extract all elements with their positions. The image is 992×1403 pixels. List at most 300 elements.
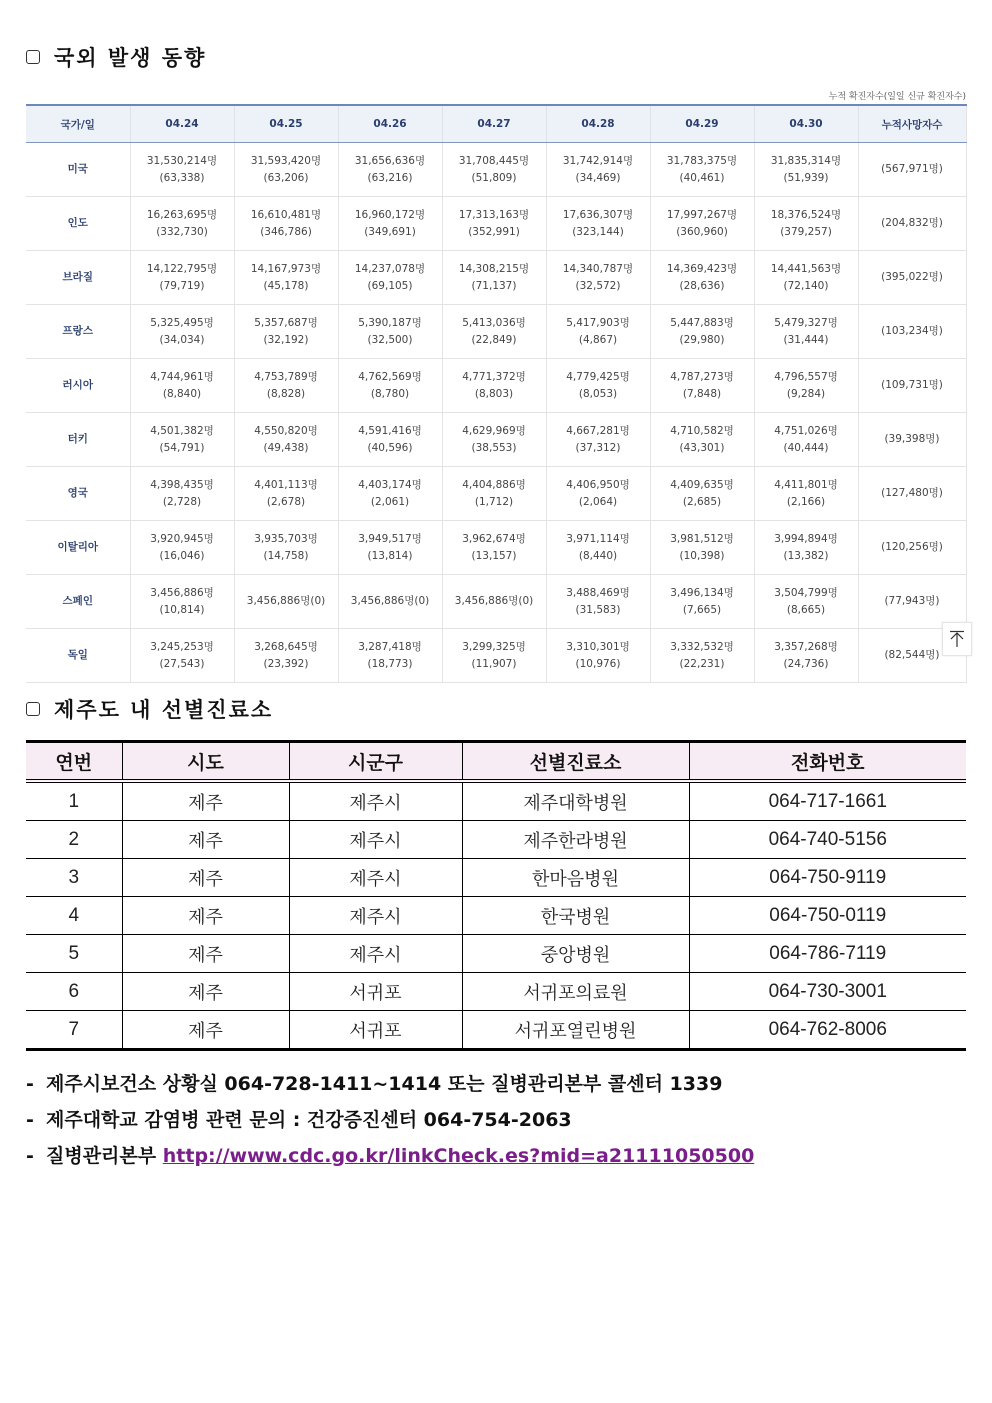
cumulative-cases: 3,504,799명: [774, 586, 838, 599]
daily-new-cases: (40,461): [679, 171, 725, 184]
daily-new-cases: (27,543): [159, 657, 205, 670]
daily-new-cases: (1,712): [474, 495, 514, 508]
table-row: [26, 521, 966, 575]
table-header-row: [26, 742, 966, 782]
screening-clinics-table: [26, 740, 966, 1051]
cumulative-cases: 31,742,914명: [562, 154, 634, 167]
daily-new-cases: (332,730): [156, 225, 208, 238]
case-count-cell: [338, 575, 442, 629]
cumulative-deaths: (82,544명): [858, 629, 966, 683]
daily-new-cases: (13,382): [783, 549, 829, 562]
cumulative-deaths: (109,731명): [858, 359, 966, 413]
contact-notes: [26, 1068, 754, 1176]
cumulative-cases: 14,237,078명: [354, 262, 426, 275]
cumulative-cases: 3,971,114명: [566, 532, 630, 545]
daily-new-cases: (40,596): [367, 441, 413, 454]
cumulative-cases: 3,994,894명: [774, 532, 838, 545]
cumulative-deaths: (204,832명): [858, 197, 966, 251]
phone-number: 064-750-9119: [689, 859, 966, 897]
row-number: 2: [26, 821, 122, 859]
cumulative-cases: 17,313,163명: [458, 208, 530, 221]
cumulative-cases: 3,332,532명: [670, 640, 734, 653]
cumulative-cases: 4,550,820명: [254, 424, 318, 437]
daily-new-cases: (11,907): [471, 657, 517, 670]
cumulative-cases: 3,310,301명: [566, 640, 630, 653]
daily-new-cases: (2,166): [786, 495, 826, 508]
daily-new-cases: (43,301): [679, 441, 725, 454]
daily-new-cases: (28,636): [679, 279, 725, 292]
daily-new-cases: (51,809): [471, 171, 517, 184]
country-name: 스페인: [26, 575, 130, 629]
clinic-name: 한국병원: [462, 897, 689, 935]
province: 제주: [122, 821, 289, 859]
daily-new-cases: (22,849): [471, 333, 517, 346]
daily-new-cases: (8,665): [786, 603, 826, 616]
table-row: [26, 1011, 966, 1050]
daily-new-cases: (7,665): [682, 603, 722, 616]
cumulative-cases: 3,456,886명(0): [246, 595, 326, 607]
column-header: 04.28: [546, 105, 650, 143]
column-header: 04.24: [130, 105, 234, 143]
section-title-text: 국외 발생 동향: [54, 46, 207, 70]
cumulative-cases: 3,299,325명: [462, 640, 526, 653]
cumulative-cases: 5,357,687명: [254, 316, 318, 329]
cumulative-cases: 5,325,495명: [150, 316, 214, 329]
country-name: 인도: [26, 197, 130, 251]
case-count-cell: [546, 521, 650, 575]
daily-new-cases: (40,444): [783, 441, 829, 454]
daily-new-cases: (31,444): [783, 333, 829, 346]
cumulative-cases: 16,263,695명: [146, 208, 218, 221]
daily-new-cases: (79,719): [159, 279, 205, 292]
case-count-cell: [338, 143, 442, 197]
cumulative-cases: 14,441,563명: [770, 262, 842, 275]
cumulative-cases: 3,920,945명: [150, 532, 214, 545]
cumulative-deaths: (127,480명): [858, 467, 966, 521]
daily-new-cases: (16,046): [159, 549, 205, 562]
daily-new-cases: (45,178): [263, 279, 309, 292]
table-row: [26, 197, 966, 251]
daily-new-cases: (13,814): [367, 549, 413, 562]
province: 제주: [122, 781, 289, 821]
cumulative-cases: 4,667,281명: [566, 424, 630, 437]
overseas-cases-table: [26, 104, 967, 683]
cumulative-cases: 17,636,307명: [562, 208, 634, 221]
square-bullet-icon: [26, 702, 40, 716]
cumulative-cases: 3,245,253명: [150, 640, 214, 653]
case-count-cell: [234, 305, 338, 359]
cumulative-cases: 3,949,517명: [358, 532, 422, 545]
case-count-cell: [130, 305, 234, 359]
province: 제주: [122, 1011, 289, 1050]
row-number: 3: [26, 859, 122, 897]
clinic-name: 제주대학병원: [462, 781, 689, 821]
cumulative-cases: 4,762,569명: [358, 370, 422, 383]
case-count-cell: [234, 575, 338, 629]
district: 제주시: [289, 897, 462, 935]
cumulative-deaths: (103,234명): [858, 305, 966, 359]
case-count-cell: [338, 359, 442, 413]
clinic-name: 제주한라병원: [462, 821, 689, 859]
cumulative-cases: 3,287,418명: [358, 640, 422, 653]
daily-new-cases: (2,678): [266, 495, 306, 508]
country-name: 영국: [26, 467, 130, 521]
daily-new-cases: (51,939): [783, 171, 829, 184]
daily-new-cases: (72,140): [783, 279, 829, 292]
case-count-cell: [650, 413, 754, 467]
column-header: 04.25: [234, 105, 338, 143]
daily-new-cases: (10,976): [575, 657, 621, 670]
cumulative-cases: 4,404,886명: [462, 478, 526, 491]
cumulative-cases: 4,779,425명: [566, 370, 630, 383]
daily-new-cases: (10,398): [679, 549, 725, 562]
cumulative-cases: 31,530,214명: [146, 154, 218, 167]
daily-new-cases: (63,338): [159, 171, 205, 184]
cumulative-cases: 4,787,273명: [670, 370, 734, 383]
case-count-cell: [754, 305, 858, 359]
cumulative-cases: 31,835,314명: [770, 154, 842, 167]
column-header: 국가/일: [26, 105, 130, 143]
note-line-1: - 제주시보건소 상황실 064-728-1411~1414 또는 질병관리본부 콜센터 1339: [26, 1073, 723, 1095]
column-header: 04.30: [754, 105, 858, 143]
column-header: 시군구: [289, 742, 462, 782]
daily-new-cases: (32,192): [263, 333, 309, 346]
cumulative-cases: 4,403,174명: [358, 478, 422, 491]
cumulative-cases: 5,447,883명: [670, 316, 734, 329]
column-header: 선별진료소: [462, 742, 689, 782]
case-count-cell: [130, 143, 234, 197]
case-count-cell: [338, 629, 442, 683]
clinic-name: 서귀포의료원: [462, 973, 689, 1011]
cumulative-cases: 4,629,969명: [462, 424, 526, 437]
case-count-cell: [546, 197, 650, 251]
case-count-cell: [650, 359, 754, 413]
case-count-cell: [650, 467, 754, 521]
daily-new-cases: (2,728): [162, 495, 202, 508]
daily-new-cases: (2,064): [578, 495, 618, 508]
daily-new-cases: (34,469): [575, 171, 621, 184]
case-count-cell: [650, 143, 754, 197]
row-number: 7: [26, 1011, 122, 1050]
case-count-cell: [546, 629, 650, 683]
case-count-cell: [442, 359, 546, 413]
cumulative-cases: 3,456,886명(0): [454, 595, 534, 607]
case-count-cell: [546, 143, 650, 197]
province: 제주: [122, 897, 289, 935]
country-name: 이탈리아: [26, 521, 130, 575]
case-count-cell: [650, 575, 754, 629]
case-count-cell: [130, 197, 234, 251]
case-count-cell: [650, 197, 754, 251]
clinic-name: 서귀포열린병원: [462, 1011, 689, 1050]
case-count-cell: [130, 359, 234, 413]
row-number: 5: [26, 935, 122, 973]
country-name: 프랑스: [26, 305, 130, 359]
case-count-cell: [130, 251, 234, 305]
daily-new-cases: (18,773): [367, 657, 413, 670]
daily-new-cases: (24,736): [783, 657, 829, 670]
clinic-name: 한마음병원: [462, 859, 689, 897]
cumulative-cases: 14,167,973명: [250, 262, 322, 275]
table-row: [26, 821, 966, 859]
case-count-cell: [234, 467, 338, 521]
daily-new-cases: (38,553): [471, 441, 517, 454]
cumulative-cases: 4,744,961명: [150, 370, 214, 383]
cumulative-cases: 17,997,267명: [666, 208, 738, 221]
cumulative-cases: 4,710,582명: [670, 424, 734, 437]
case-count-cell: [754, 575, 858, 629]
section-title-screening-clinics: [26, 694, 273, 724]
table-row: [26, 251, 966, 305]
case-count-cell: [754, 521, 858, 575]
daily-new-cases: (29,980): [679, 333, 725, 346]
case-count-cell: [546, 305, 650, 359]
cumulative-cases: 4,406,950명: [566, 478, 630, 491]
arrow-up-icon: [949, 630, 965, 648]
district: 제주시: [289, 859, 462, 897]
column-header: 04.29: [650, 105, 754, 143]
case-count-cell: [650, 521, 754, 575]
daily-new-cases: (2,685): [682, 495, 722, 508]
cumulative-cases: 4,409,635명: [670, 478, 734, 491]
daily-new-cases: (14,758): [263, 549, 309, 562]
case-count-cell: [546, 467, 650, 521]
daily-new-cases: (8,840): [162, 387, 202, 400]
country-name: 독일: [26, 629, 130, 683]
column-header: 04.27: [442, 105, 546, 143]
square-bullet-icon: [26, 50, 40, 64]
case-count-cell: [754, 197, 858, 251]
cumulative-cases: 5,390,187명: [358, 316, 422, 329]
column-header: 누적사망자수: [858, 105, 966, 143]
cumulative-cases: 4,591,416명: [358, 424, 422, 437]
province: 제주: [122, 859, 289, 897]
case-count-cell: [338, 251, 442, 305]
section-title-overseas: [26, 42, 206, 72]
cumulative-deaths: (395,022명): [858, 251, 966, 305]
case-count-cell: [546, 413, 650, 467]
section-title-text: 제주도 내 선별진료소: [54, 698, 274, 722]
cumulative-deaths: (77,943명): [858, 575, 966, 629]
daily-new-cases: (34,034): [159, 333, 205, 346]
country-name: 러시아: [26, 359, 130, 413]
daily-new-cases: (32,572): [575, 279, 621, 292]
table-row: [26, 575, 966, 629]
case-count-cell: [442, 251, 546, 305]
province: 제주: [122, 935, 289, 973]
daily-new-cases: (69,105): [367, 279, 413, 292]
cumulative-cases: 14,308,215명: [458, 262, 530, 275]
case-count-cell: [338, 521, 442, 575]
table-row: [26, 629, 966, 683]
note-line-2: - 제주대학교 감염병 관련 문의 : 건강증진센터 064-754-2063: [26, 1109, 572, 1131]
phone-number: 064-762-8006: [689, 1011, 966, 1050]
column-header: 시도: [122, 742, 289, 782]
case-count-cell: [234, 413, 338, 467]
cumulative-cases: 3,357,268명: [774, 640, 838, 653]
daily-new-cases: (23,392): [263, 657, 309, 670]
column-header: 연번: [26, 742, 122, 782]
cumulative-cases: 5,413,036명: [462, 316, 526, 329]
case-count-cell: [546, 251, 650, 305]
case-count-cell: [650, 305, 754, 359]
daily-new-cases: (54,791): [159, 441, 205, 454]
daily-new-cases: (63,206): [263, 171, 309, 184]
case-count-cell: [546, 359, 650, 413]
case-count-cell: [442, 467, 546, 521]
case-count-cell: [130, 629, 234, 683]
case-count-cell: [442, 521, 546, 575]
cumulative-cases: 14,340,787명: [562, 262, 634, 275]
case-count-cell: [130, 467, 234, 521]
case-count-cell: [234, 359, 338, 413]
cumulative-cases: 3,981,512명: [670, 532, 734, 545]
district: 제주시: [289, 821, 462, 859]
daily-new-cases: (2,061): [370, 495, 410, 508]
daily-new-cases: (8,440): [578, 549, 618, 562]
table-row: [26, 897, 966, 935]
daily-new-cases: (22,231): [679, 657, 725, 670]
cumulative-cases: 16,960,172명: [354, 208, 426, 221]
case-count-cell: [754, 629, 858, 683]
daily-new-cases: (8,803): [474, 387, 514, 400]
district: 제주시: [289, 781, 462, 821]
cumulative-cases: 14,369,423명: [666, 262, 738, 275]
cumulative-cases: 3,456,886명: [150, 586, 214, 599]
case-count-cell: [442, 575, 546, 629]
case-count-cell: [442, 197, 546, 251]
table-row: [26, 359, 966, 413]
daily-new-cases: (32,500): [367, 333, 413, 346]
table-row: [26, 935, 966, 973]
case-count-cell: [650, 629, 754, 683]
case-count-cell: [234, 143, 338, 197]
unit-note: 누적 확진자수(일일 신규 확진자수): [828, 92, 966, 102]
row-number: 6: [26, 973, 122, 1011]
table-row: [26, 781, 966, 821]
case-count-cell: [754, 413, 858, 467]
daily-new-cases: (49,438): [263, 441, 309, 454]
daily-new-cases: (379,257): [780, 225, 832, 238]
case-count-cell: [754, 467, 858, 521]
row-number: 1: [26, 781, 122, 821]
table-row: [26, 973, 966, 1011]
case-count-cell: [130, 413, 234, 467]
daily-new-cases: (31,583): [575, 603, 621, 616]
cumulative-cases: 3,962,674명: [462, 532, 526, 545]
cumulative-cases: 3,456,886명(0): [350, 595, 430, 607]
table-row: [26, 413, 966, 467]
daily-new-cases: (360,960): [676, 225, 728, 238]
case-count-cell: [754, 143, 858, 197]
district: 서귀포: [289, 973, 462, 1011]
case-count-cell: [338, 413, 442, 467]
table-row: [26, 467, 966, 521]
daily-new-cases: (10,814): [159, 603, 205, 616]
cumulative-cases: 16,610,481명: [250, 208, 322, 221]
phone-number: 064-786-7119: [689, 935, 966, 973]
scroll-to-top-button[interactable]: [942, 622, 972, 656]
phone-number: 064-717-1661: [689, 781, 966, 821]
daily-new-cases: (37,312): [575, 441, 621, 454]
case-count-cell: [546, 575, 650, 629]
case-count-cell: [650, 251, 754, 305]
district: 제주시: [289, 935, 462, 973]
cumulative-cases: 18,376,524명: [770, 208, 842, 221]
overseas-table-container: [26, 104, 966, 670]
country-name: 브라질: [26, 251, 130, 305]
daily-new-cases: (63,216): [367, 171, 413, 184]
country-name: 미국: [26, 143, 130, 197]
daily-new-cases: (349,691): [364, 225, 416, 238]
phone-number: 064-730-3001: [689, 973, 966, 1011]
cumulative-cases: 31,593,420명: [250, 154, 322, 167]
column-header: 전화번호: [689, 742, 966, 782]
cumulative-cases: 4,411,801명: [774, 478, 838, 491]
column-header: 04.26: [338, 105, 442, 143]
cumulative-cases: 31,783,375명: [666, 154, 738, 167]
case-count-cell: [338, 467, 442, 521]
daily-new-cases: (346,786): [260, 225, 312, 238]
cumulative-cases: 31,708,445명: [458, 154, 530, 167]
case-count-cell: [754, 251, 858, 305]
cumulative-cases: 31,656,636명: [354, 154, 426, 167]
row-number: 4: [26, 897, 122, 935]
cumulative-cases: 4,751,026명: [774, 424, 838, 437]
case-count-cell: [234, 197, 338, 251]
case-count-cell: [234, 521, 338, 575]
cumulative-deaths: (567,971명): [858, 143, 966, 197]
phone-number: 064-750-0119: [689, 897, 966, 935]
cumulative-deaths: (39,398명): [858, 413, 966, 467]
daily-new-cases: (4,867): [578, 333, 618, 346]
case-count-cell: [338, 197, 442, 251]
daily-new-cases: (8,828): [266, 387, 306, 400]
cumulative-cases: 4,753,789명: [254, 370, 318, 383]
daily-new-cases: (8,053): [578, 387, 618, 400]
cumulative-cases: 4,771,372명: [462, 370, 526, 383]
cumulative-cases: 4,501,382명: [150, 424, 214, 437]
daily-new-cases: (7,848): [682, 387, 722, 400]
table-row: [26, 305, 966, 359]
cumulative-cases: 4,401,113명: [254, 478, 318, 491]
daily-new-cases: (71,137): [471, 279, 517, 292]
table-header-row: [26, 105, 966, 143]
cdc-link[interactable]: http://www.cdc.go.kr/linkCheck.es?mid=a21111050500: [162, 1145, 755, 1167]
daily-new-cases: (352,991): [468, 225, 520, 238]
cumulative-cases: 3,935,703명: [254, 532, 318, 545]
case-count-cell: [338, 305, 442, 359]
cumulative-deaths: (120,256명): [858, 521, 966, 575]
table-row: [26, 859, 966, 897]
daily-new-cases: (9,284): [786, 387, 826, 400]
case-count-cell: [442, 629, 546, 683]
case-count-cell: [442, 305, 546, 359]
case-count-cell: [754, 359, 858, 413]
cumulative-cases: 4,398,435명: [150, 478, 214, 491]
daily-new-cases: (323,144): [572, 225, 624, 238]
cumulative-cases: 14,122,795명: [146, 262, 218, 275]
table-row: [26, 143, 966, 197]
cumulative-cases: 5,417,903명: [566, 316, 630, 329]
note-line-3: - 질병관리본부 http://www.cdc.go.kr/linkCheck.es?mid=a21111050500: [26, 1145, 755, 1167]
daily-new-cases: (8,780): [370, 387, 410, 400]
cumulative-cases: 3,488,469명: [566, 586, 630, 599]
province: 제주: [122, 973, 289, 1011]
district: 서귀포: [289, 1011, 462, 1050]
cumulative-cases: 3,268,645명: [254, 640, 318, 653]
cumulative-cases: 3,496,134명: [670, 586, 734, 599]
